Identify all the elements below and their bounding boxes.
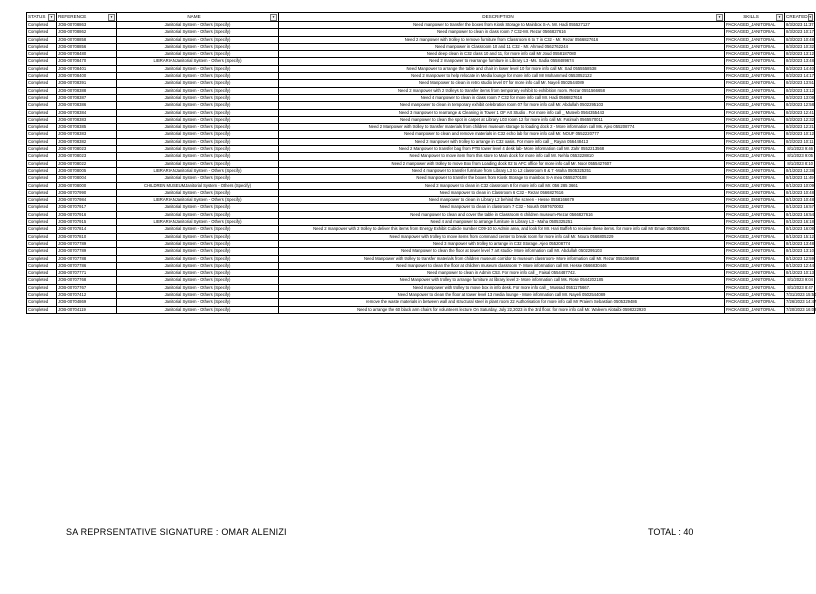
name-cell: Janitorial System - Others (Specify) (117, 248, 279, 255)
name-cell: Janitorial System - Others (Specify) (117, 160, 279, 167)
name-cell: Janitorial System - Others (Specify) (117, 36, 279, 43)
status-cell: Completed (27, 116, 57, 123)
report-sheet (26, 12, 816, 314)
description-cell: Need to arrange the 60 black arm chairs for volunteers lecture On Saturday, July 22,2023 in the 3rd floor. for more info call Mr. Waleem Alotaibi 0598222920 (279, 306, 725, 313)
name-cell: Janitorial System - Others (Specify) (117, 29, 279, 36)
created-cell: 8/1/2023 12:59 (786, 255, 814, 261)
status-cell: Completed (27, 138, 57, 145)
name-cell: Janitorial System - Others (Specify) (117, 109, 279, 116)
reference-cell: JOB-00708004 (57, 175, 117, 182)
name-cell: Janitorial System - Others (Specify) (117, 240, 279, 247)
status-cell: Completed (27, 102, 57, 109)
created-cell: 8/1/2023 8:10 (785, 160, 815, 167)
skills-cell: PACKAGED_JANITORIAL (725, 219, 785, 226)
reference-cell: JOB-00704119 (57, 306, 117, 313)
status-cell: Completed (27, 87, 57, 94)
created-cell: 8/2/2023 13:12 (786, 87, 814, 93)
created-cell: 8/1/2023 13:48 (786, 240, 814, 246)
created-cell: 8/1/2023 16:08 (786, 226, 814, 232)
status-cell: Completed (27, 248, 57, 255)
reference-cell: JOB-00708858 (57, 36, 117, 43)
created-cell: 8/3/2023 10:48 (786, 36, 814, 42)
status-cell: Completed (27, 43, 57, 50)
created-cell: 8/2/2023 12:58 (786, 102, 814, 108)
created-cell: 8/1/2023 10:09 (786, 182, 814, 188)
table-row (27, 153, 815, 160)
table-row (27, 102, 815, 109)
status-cell: Completed (27, 233, 57, 240)
description-cell: Need manpower in Classroom 10 and 11 C32 - Mr. Ahmed 0562762244 (279, 43, 725, 50)
created-cell: 8/1/2023 9:46 (785, 146, 815, 153)
created-cell: 8/2/2023 13:51 (786, 80, 814, 86)
table-row (27, 43, 815, 50)
table-row (27, 291, 815, 298)
skills-cell: PACKAGED_JANITORIAL (725, 51, 785, 58)
status-cell: Completed (27, 58, 57, 65)
created-cell: 8/1/2023 15:12 (786, 233, 814, 239)
table-row (27, 160, 815, 167)
skills-cell: PACKAGED_JANITORIAL (725, 270, 785, 277)
created-cell: 8/1/2023 12:44 (786, 262, 814, 268)
created-cell: 8/2/2023 10:11 (786, 138, 814, 144)
created-cell: 8/3/2023 10:17 (786, 29, 814, 35)
created-cell: 8/1/2023 13:10 (786, 248, 814, 254)
reference-cell: JOB-00708005 (57, 167, 117, 174)
total-count: TOTAL : 40 (648, 527, 694, 537)
name-cell: LIBRARIANJanitorial System - Others (Specify) (117, 197, 279, 204)
skills-cell: PACKAGED_JANITORIAL (725, 116, 785, 123)
name-cell: Janitorial System - Others (Specify) (117, 124, 279, 131)
description-cell: Need Manpower to clean in retro studio level 07 for more info call Mr. Nayeli 0502544089 (279, 80, 725, 87)
table-row (27, 138, 815, 145)
skills-cell: PACKAGED_JANITORIAL (725, 160, 785, 167)
skills-cell: PACKAGED_JANITORIAL (725, 306, 785, 313)
name-cell: Janitorial System - Others (Specify) (117, 270, 279, 277)
table-row (27, 270, 815, 277)
filter-dropdown-icon[interactable]: ▾ (716, 14, 723, 21)
table-row (27, 306, 815, 313)
status-cell: Completed (27, 189, 57, 196)
skills-cell: PACKAGED_JANITORIAL (725, 284, 785, 291)
reference-cell: JOB-00708480 (57, 51, 117, 58)
name-cell: Janitorial System - Others (Specify) (117, 233, 279, 240)
skills-cell: PACKAGED_JANITORIAL (725, 80, 785, 87)
reference-cell: JOB-00704869 (57, 299, 117, 306)
description-cell: Need 2 manpower with trolley to move Box from Loading dock 02 to AFC office for more info call Mr. Noor 0555427607 (279, 160, 725, 167)
skills-cell: PACKAGED_JANITORIAL (725, 175, 785, 182)
description-cell: Need manpower to clean in Library L2 behind the screen - Hesse 0558166679 (279, 197, 725, 204)
created-cell: 8/2/2023 14:17 (786, 73, 814, 79)
created-cell: 8/2/2023 14:40 (786, 65, 814, 71)
description-cell: Need 3 manpower to rearrange & Cleaning in Tower 1 OF Art Studio . For more info call _ Muteeb 0564355443 (279, 109, 725, 116)
header-created[interactable]: CREATED ▾ (785, 13, 815, 22)
name-cell: Janitorial System - Others (Specify) (117, 22, 279, 29)
status-cell: Completed (27, 306, 57, 313)
reference-cell: JOB-00708384 (57, 109, 117, 116)
created-cell: 8/1/2023 8:47 (785, 284, 815, 291)
table-row (27, 204, 815, 211)
description-cell: Need Manpower to move item from this store to Main dock for more info call Mr. Nehla 0553228810 (279, 153, 725, 160)
name-cell: Janitorial System - Others (Specify) (117, 211, 279, 218)
signature-line: SA REPRSENTATIVE SIGNATURE : OMAR ALENIZI (66, 527, 287, 537)
skills-cell: PACKAGED_JANITORIAL (725, 22, 785, 29)
name-cell: Janitorial System - Others (Specify) (117, 299, 279, 306)
status-cell: Completed (27, 211, 57, 218)
table-row (27, 255, 815, 262)
reference-cell: JOB-00708022 (57, 160, 117, 167)
skills-cell: PACKAGED_JANITORIAL (725, 153, 785, 160)
reference-cell: JOB-00707990 (57, 189, 117, 196)
name-cell: Janitorial System - Others (Specify) (117, 131, 279, 138)
skills-cell: PACKAGED_JANITORIAL (725, 146, 785, 153)
table-row (27, 262, 815, 269)
skills-cell: PACKAGED_JANITORIAL (725, 226, 785, 233)
created-cell: 8/1/2023 9:05 (785, 153, 815, 160)
status-cell: Completed (27, 131, 57, 138)
status-cell: Completed (27, 22, 57, 29)
skills-cell: PACKAGED_JANITORIAL (725, 36, 785, 43)
reference-cell: JOB-00707814 (57, 226, 117, 233)
reference-cell: JOB-00707771 (57, 270, 117, 277)
reference-cell: JOB-00708401 (57, 65, 117, 72)
table-row (27, 109, 815, 116)
filter-dropdown-icon[interactable]: ▾ (809, 14, 812, 19)
table-row (27, 29, 815, 36)
table-row (27, 87, 815, 94)
name-cell: Janitorial System - Others (Specify) (117, 116, 279, 123)
name-cell: Janitorial System - Others (Specify) (117, 277, 279, 284)
description-cell: Need manpower to clean the spot in carpet at Library L03 room 12 for more info call Mr. Fatimah 0565570011 (279, 116, 725, 123)
reference-cell: JOB-00708856 (57, 43, 117, 50)
skills-cell: PACKAGED_JANITORIAL (725, 29, 785, 36)
reference-cell: JOB-00708382 (57, 138, 117, 145)
header-skills[interactable]: SKILLS ▾ (725, 13, 785, 22)
table-row (27, 277, 815, 284)
skills-cell: PACKAGED_JANITORIAL (725, 204, 785, 211)
description-cell: Need Manpower to clean the floor at tower level 7 art studio- More information call Mr. Abdullah 0502295103 (279, 248, 725, 255)
description-cell: Need manpower to clean in classroom 7 C32 - Noush 0597670002 (279, 204, 725, 211)
reference-cell: JOB-00707789 (57, 240, 117, 247)
status-cell: Completed (27, 51, 57, 58)
name-cell: Janitorial System - Others (Specify) (117, 153, 279, 160)
created-cell: 8/1/2023 9:04 (785, 277, 815, 284)
description-cell: Need 2 manpower to rearrange furniture in Library L3 -Ms. Sadia 0558489674 (279, 58, 725, 65)
table-row (27, 211, 815, 218)
skills-cell: PACKAGED_JANITORIAL (725, 189, 785, 196)
name-cell: LIBRARIANJanitorial System - Others (Specify) (117, 167, 279, 174)
skills-cell: PACKAGED_JANITORIAL (725, 87, 785, 94)
status-cell: Completed (27, 124, 57, 131)
created-cell: 7/31/2023 15:50 (786, 291, 816, 297)
description-cell: remove the waste materials in between wall and structural steel in plant room 22 Authorisation for more info call Mr Praiem Sebastian 0505329486 (279, 299, 725, 306)
description-cell: Need manpower with trolley to move box in info desk. For more info call _ Mussad 0551175667. (279, 284, 725, 291)
status-cell: Completed (27, 80, 57, 87)
table-row (27, 240, 815, 247)
table-row (27, 284, 815, 291)
created-cell: 8/1/2023 10:13 (786, 270, 814, 276)
name-cell: Janitorial System - Others (Specify) (117, 291, 279, 298)
description-cell: Need 4 manpower to clean in class room 7 C32 for more info call Mr. Hadi 0566827616 (279, 94, 725, 101)
description-cell: Need 2 manpower with trolley to arrange in C32 oasis. For more info call _ Rayan 056448413 (279, 138, 725, 145)
description-cell: Need manpower to transfer the boxes from Kiosk Storage to mainbox S-A mea 0555270108 (279, 175, 725, 182)
reference-cell: JOB-00707789 (57, 248, 117, 255)
table-row (27, 73, 815, 80)
status-cell: Completed (27, 29, 57, 36)
reference-cell: JOB-00708385 (57, 124, 117, 131)
description-cell: Need manpower to clean in Admin C53. For more info call _ Faisal 0554487742. (279, 270, 725, 277)
reference-cell: JOB-00707810 (57, 233, 117, 240)
created-cell: 7/20/2023 16:09 (786, 306, 816, 312)
name-cell: CHILDREN MUSEUMJanitorial System - Others (Specify) (117, 182, 279, 189)
description-cell: Need 2 manpower with 2 trolley to deliver this items from Energy Exhibit Cubicle number C09-10 to Admin area, and look for Mr. Hari Baffeh to receive these items. for more info call Mr Eman 0505560591 (279, 226, 725, 233)
jobs-table (26, 12, 815, 314)
name-cell: Janitorial System - Others (Specify) (117, 94, 279, 101)
status-cell: Completed (27, 153, 57, 160)
status-cell: Completed (27, 262, 57, 269)
name-cell: Janitorial System - Others (Specify) (117, 80, 279, 87)
skills-cell: PACKAGED_JANITORIAL (725, 262, 785, 269)
description-cell: Need manpower to clean and cover the table in Classroom 6 children museum-Rezar 0566827616 (279, 211, 725, 218)
name-cell: Janitorial System - Others (Specify) (117, 255, 279, 262)
name-cell: Janitorial System - Others (Specify) (117, 146, 279, 153)
created-cell: 7/26/2023 14:47 (786, 299, 816, 305)
created-cell: 8/2/2023 13:48 (786, 58, 814, 64)
table-row (27, 58, 815, 65)
skills-cell: PACKAGED_JANITORIAL (725, 167, 785, 174)
skills-cell: PACKAGED_JANITORIAL (725, 43, 785, 50)
description-cell: Need Manpower with trolley to transfer materials from children museum corridor to museum classroom- More information call Mr. Rezar 0551566658 (279, 255, 725, 262)
status-cell: Completed (27, 73, 57, 80)
skills-cell: PACKAGED_JANITORIAL (725, 73, 785, 80)
status-cell: Completed (27, 109, 57, 116)
status-cell: Completed (27, 167, 57, 174)
table-row (27, 116, 815, 123)
skills-cell: PACKAGED_JANITORIAL (725, 197, 785, 204)
created-cell: 8/1/2023 10:48 (786, 197, 814, 203)
name-cell: Janitorial System - Others (Specify) (117, 262, 279, 269)
description-cell: Need 4 and manpower to arrange furniture in Library L3 - Maha 0505325251 (279, 219, 725, 226)
table-row (27, 167, 815, 174)
skills-cell: PACKAGED_JANITORIAL (725, 255, 785, 262)
reference-cell: JOB-00708387 (57, 94, 117, 101)
skills-cell: PACKAGED_JANITORIAL (725, 58, 785, 65)
status-cell: Completed (27, 94, 57, 101)
description-cell: Need manpower to clean the floor at children museum classroom 7- More information call Mr. Hesse 0566830446 (279, 262, 725, 269)
created-cell: 8/1/2023 12:38 (786, 167, 814, 173)
reference-cell: JOB-00707786 (57, 262, 117, 269)
status-cell: Completed (27, 240, 57, 247)
table-body (27, 22, 815, 314)
skills-cell: PACKAGED_JANITORIAL (725, 138, 785, 145)
skills-cell: PACKAGED_JANITORIAL (725, 94, 785, 101)
table-row (27, 36, 815, 43)
description-cell: Need 2 manpower with 2 trolleys to transfer items from temporary exhibit to exhibition room. Rezar 0551566658 (279, 87, 725, 94)
table-row (27, 219, 815, 226)
reference-cell: JOB-00707788 (57, 255, 117, 262)
description-cell: Need manpower to clean and remove materials in C32 echo lab for more info call Mr. NOUF 0552220777 (279, 131, 725, 138)
created-cell: 8/3/2023 10:32 (786, 43, 814, 49)
header-status[interactable]: STATUS ▾ (27, 13, 57, 22)
reference-cell: JOB-00708863 (57, 22, 117, 29)
name-cell: Janitorial System - Others (Specify) (117, 102, 279, 109)
name-cell: Janitorial System - Others (Specify) (117, 204, 279, 211)
status-cell: Completed (27, 175, 57, 182)
created-cell: 8/1/2023 16:18 (786, 219, 814, 225)
filter-dropdown-icon[interactable]: ▾ (270, 14, 277, 21)
description-cell: Need 2 manpower to clean in C32 classroom 8 for more info call Mr. 056 285 3661 (279, 182, 725, 189)
created-cell: 8/2/2023 13:12 (786, 51, 814, 57)
header-description[interactable]: DESCRIPTION ▾ (279, 13, 725, 22)
reference-cell: JOB-00707412 (57, 291, 117, 298)
status-cell: Completed (27, 197, 57, 204)
table-row (27, 124, 815, 131)
created-cell: 8/2/2023 13:08 (786, 94, 814, 100)
name-cell: Janitorial System - Others (Specify) (117, 284, 279, 291)
reference-cell: JOB-00708391 (57, 80, 117, 87)
description-cell: Need manpower with trolley to move items from command center to break room for more info call Mr. Noura 0566805229 (279, 233, 725, 240)
skills-cell: PACKAGED_JANITORIAL (725, 291, 785, 298)
reference-cell: JOB-00708388 (57, 87, 117, 94)
name-cell: Janitorial System - Others (Specify) (117, 306, 279, 313)
status-cell: Completed (27, 182, 57, 189)
reference-cell: JOB-00708386 (57, 102, 117, 109)
skills-cell: PACKAGED_JANITORIAL (725, 131, 785, 138)
skills-cell: PACKAGED_JANITORIAL (725, 109, 785, 116)
table-row (27, 182, 815, 189)
reference-cell: JOB-00707916 (57, 211, 117, 218)
description-cell: Need 3 manpower with trolley to arrange in C32 Storage. Ajeo 055208774 (279, 240, 725, 247)
created-cell: 8/2/2023 12:32 (786, 116, 814, 122)
filter-dropdown-icon[interactable]: ▾ (776, 14, 783, 21)
created-cell: 8/1/2023 16:57 (786, 204, 814, 210)
name-cell: LIBRARIANJanitorial System - Others (Specify) (117, 219, 279, 226)
table-row (27, 226, 815, 233)
table-row (27, 299, 815, 306)
name-cell: Janitorial System - Others (Specify) (117, 226, 279, 233)
status-cell: Completed (27, 270, 57, 277)
name-cell: Janitorial System - Others (Specify) (117, 87, 279, 94)
description-cell: Need manpower to transfer the boxes from Kiosk Storage to Mainbox S-A. Mr. Hadi 055527127 (279, 22, 725, 29)
reference-cell: JOB-00708862 (57, 29, 117, 36)
skills-cell: PACKAGED_JANITORIAL (725, 65, 785, 72)
reference-cell: JOB-00707917 (57, 204, 117, 211)
name-cell: Janitorial System - Others (Specify) (117, 73, 279, 80)
created-cell: 8/2/2023 10:12 (786, 131, 814, 137)
reference-cell: JOB-00707915 (57, 219, 117, 226)
description-cell: Need deep clean in C32 class 10 and 11, for more info call Mr Joud 0558187080 (279, 51, 725, 58)
skills-cell: PACKAGED_JANITORIAL (725, 102, 785, 109)
created-cell: 8/1/2023 16:54 (786, 211, 814, 217)
name-cell: Janitorial System - Others (Specify) (117, 43, 279, 50)
status-cell: Completed (27, 277, 57, 284)
description-cell: Need Manpower to clean the floor at tower level 13 media lounge - More information call Mr. Nayeli 0502544089 (279, 291, 725, 298)
status-cell: Completed (27, 284, 57, 291)
description-cell: Need 4 manpower to transfer furniture from Library L3 to L2 classroom 8 & 7 -Maha 0505325251 (279, 167, 725, 174)
header-name[interactable]: NAME ▾ (117, 13, 279, 22)
status-cell: Completed (27, 36, 57, 43)
table-row (27, 197, 815, 204)
name-cell: Janitorial System - Others (Specify) (117, 65, 279, 72)
table-row (27, 248, 815, 255)
created-cell: 8/3/2023 11:37 (786, 22, 814, 27)
skills-cell: PACKAGED_JANITORIAL (725, 233, 785, 240)
status-cell: Completed (27, 160, 57, 167)
created-cell: 8/2/2023 12:41 (786, 109, 814, 115)
created-cell: 8/1/2023 10:48 (786, 189, 814, 195)
table-row (27, 146, 815, 153)
reference-cell: JOB-00708023 (57, 153, 117, 160)
filter-dropdown-icon[interactable]: ▾ (108, 14, 115, 21)
reference-cell: JOB-00708383 (57, 131, 117, 138)
table-row (27, 175, 815, 182)
header-row (27, 13, 815, 22)
status-cell: Completed (27, 204, 57, 211)
skills-cell: PACKAGED_JANITORIAL (725, 124, 785, 131)
status-cell: Completed (27, 65, 57, 72)
reference-cell: JOB-00707767 (57, 284, 117, 291)
description-cell: Need manpower to clean in Classroom 6 C32 - Rezar 0566827616 (279, 189, 725, 196)
skills-cell: PACKAGED_JANITORIAL (725, 211, 785, 218)
name-cell: Janitorial System - Others (Specify) (117, 175, 279, 182)
skills-cell: PACKAGED_JANITORIAL (725, 240, 785, 247)
name-cell: Janitorial System - Others (Specify) (117, 189, 279, 196)
table-row (27, 131, 815, 138)
description-cell: Need manpower to clean in temporary exhibit celebration room 07 for more info call Mr. Abdullah 0502295103 (279, 102, 725, 109)
header-reference[interactable]: REFERENCE ▾ (57, 13, 117, 22)
status-cell: Completed (27, 146, 57, 153)
status-cell: Completed (27, 291, 57, 298)
table-row (27, 233, 815, 240)
status-cell: Completed (27, 299, 57, 306)
skills-cell: PACKAGED_JANITORIAL (725, 299, 785, 306)
table-row (27, 65, 815, 72)
reference-cell: JOB-00708400 (57, 73, 117, 80)
description-cell: Need 2 manpower to help relocate in Media lounge for more info call Mr Mohammed 0553052122 (279, 73, 725, 80)
status-cell: Completed (27, 255, 57, 262)
description-cell: Need Manpower with trolley to arrange furniture at library level 2- More information call Ms. Rose 0544202185 (279, 277, 725, 284)
table-row (27, 189, 815, 196)
description-cell: Need Manpower to arrange the table and chair in lower level 10 for more info call Mr. Sad 0555558538 (279, 65, 725, 72)
description-cell: Need 2 Manpower to transfer bag from PTB tower level 4 desk lab- More information call Mr. Zahr 0552213568 (279, 146, 725, 153)
name-cell: Janitorial System - Others (Specify) (117, 51, 279, 58)
name-cell: LIBRARIANJanitorial System - Others (Specify) (117, 58, 279, 65)
reference-cell: JOB-00708000 (57, 182, 117, 189)
table-row (27, 51, 815, 58)
reference-cell: JOB-00707984 (57, 197, 117, 204)
reference-cell: JOB-00708383 (57, 116, 117, 123)
created-cell: 8/2/2023 12:21 (786, 124, 814, 130)
created-cell: 8/1/2023 11:49 (786, 175, 814, 181)
status-cell: Completed (27, 226, 57, 233)
table-row (27, 80, 815, 87)
description-cell: Need 2 manpower with trolley to remove furniture from Classroom 6 to 7 in C32 - Mr. Rezar 0566827616 (279, 36, 725, 43)
skills-cell: PACKAGED_JANITORIAL (725, 182, 785, 189)
filter-dropdown-icon[interactable]: ▾ (48, 14, 55, 21)
reference-cell: JOB-00707768 (57, 277, 117, 284)
reference-cell: JOB-00708470 (57, 58, 117, 65)
reference-cell: JOB-00708023 (57, 146, 117, 153)
status-cell: Completed (27, 219, 57, 226)
skills-cell: PACKAGED_JANITORIAL (725, 248, 785, 255)
description-cell: Need manpower to clean in class room 7 C32-Mr. Rezar 0566827616 (279, 29, 725, 36)
table-row (27, 94, 815, 101)
table-row (27, 22, 815, 29)
skills-cell: PACKAGED_JANITORIAL (725, 277, 785, 284)
description-cell: Need 2 Manpower with trolley to transfer materials from children museum storage to loading dock 2 - More information call Ms. Ajeo 055208774 (279, 124, 725, 131)
name-cell: Janitorial System - Others (Specify) (117, 138, 279, 145)
